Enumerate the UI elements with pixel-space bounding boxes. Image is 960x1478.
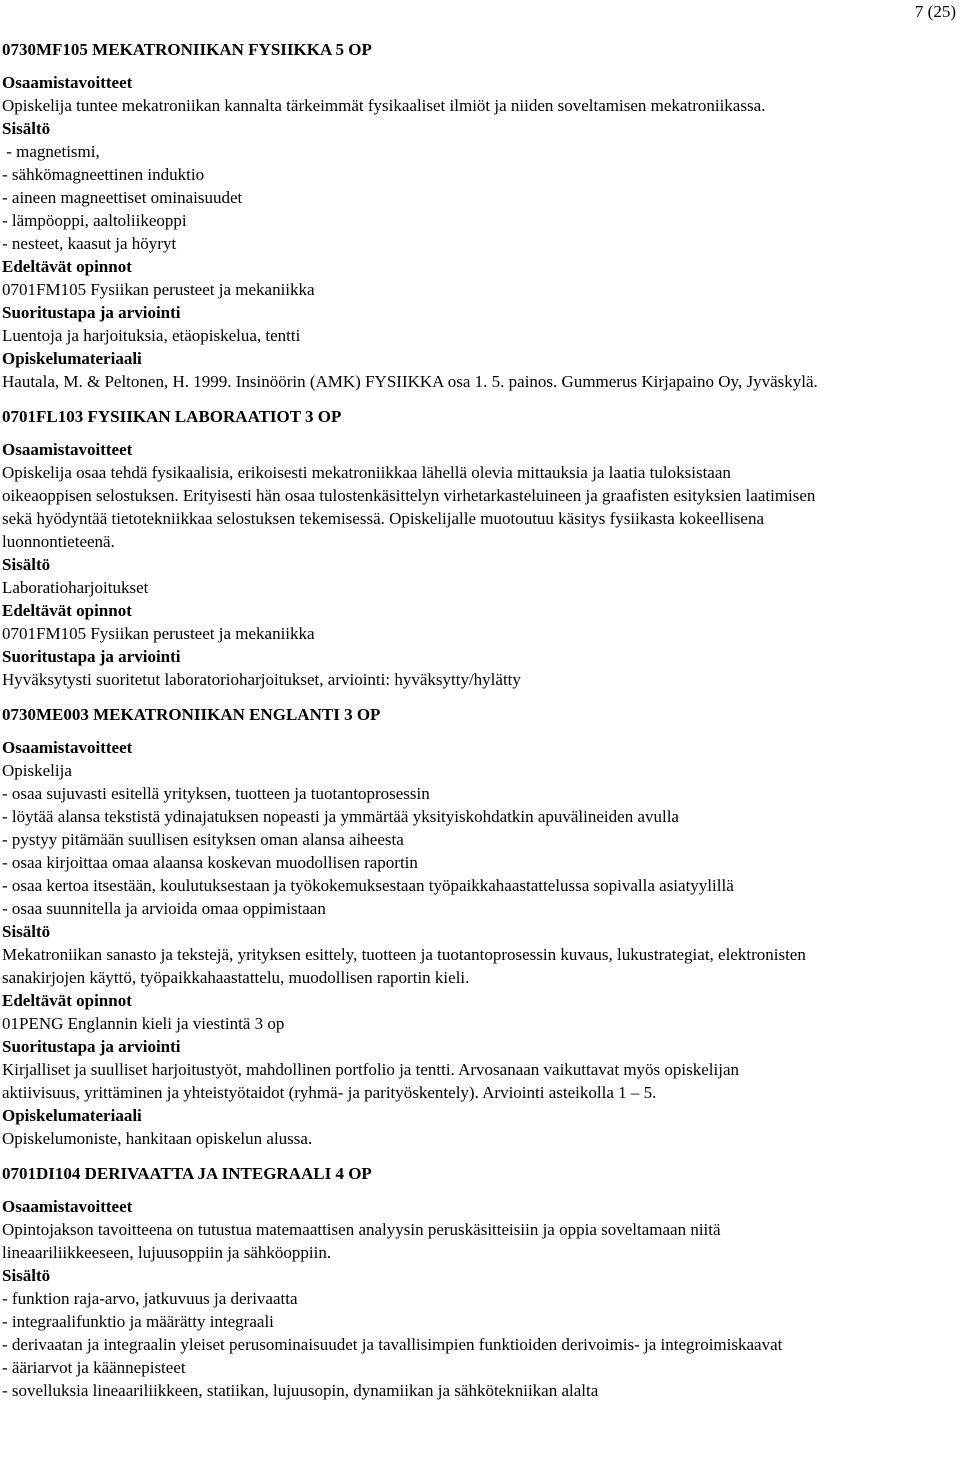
section-heading: Edeltävät opinnot bbox=[2, 257, 132, 276]
text-line: Laboratioharjoitukset bbox=[2, 578, 149, 597]
text-line: sanakirjojen käyttö, työpaikkahaastattelu, muodollisen raportin kieli. bbox=[2, 968, 470, 987]
list-item: - pystyy pitämään suullisen esityksen oman alansa aiheesta bbox=[2, 830, 404, 849]
list-item: - osaa suunnitella ja arvioida omaa oppimistaan bbox=[2, 899, 326, 918]
list-item: - nesteet, kaasut ja höyryt bbox=[2, 234, 177, 253]
section-heading: Sisältö bbox=[2, 922, 51, 941]
list-item: - osaa kirjoittaa omaa alaansa koskevan muodollisen raportin bbox=[2, 853, 418, 872]
section-heading: Sisältö bbox=[2, 119, 51, 138]
text-line: Opintojakson tavoitteena on tutustua matemaattisen analyysin peruskäsitteisiin ja oppia soveltamaan niitä bbox=[2, 1220, 721, 1239]
list-item: - osaa kertoa itsestään, koulutuksestaan ja työkokemuksestaan työpaikkahaastattelussa sopivalla asiatyylillä bbox=[2, 876, 734, 895]
course-section bbox=[2, 405, 956, 691]
course-title: 0730MF105 MEKATRONIIKAN FYSIIKKA 5 OP bbox=[2, 40, 372, 59]
list-item: - löytää alansa tekstistä ydinajatuksen nopeasti ja ymmärtää yksityiskohdatkin apuvälineiden avulla bbox=[2, 807, 679, 826]
text-line: 0701FM105 Fysiikan perusteet ja mekaniikka bbox=[2, 280, 315, 299]
section-heading: Opiskelumateriaali bbox=[2, 349, 142, 368]
list-item: - sovelluksia lineaariliikkeen, statiikan, lujuusopin, dynamiikan ja sähkötekniikan alalta bbox=[2, 1381, 599, 1400]
text-line: Hyväksytysti suoritetut laboratorioharjoitukset, arviointi: hyväksytty/hylätty bbox=[2, 670, 521, 689]
section-heading: Osaamistavoitteet bbox=[2, 440, 133, 459]
course-title: 0701FL103 FYSIIKAN LABORAATIOT 3 OP bbox=[2, 407, 342, 426]
text-line: Mekatroniikan sanasto ja tekstejä, yrityksen esittely, tuotteen ja tuotantoprosessin kuvaus, lukustrategiat, elektronisten bbox=[2, 945, 806, 964]
text-line: 0701FM105 Fysiikan perusteet ja mekaniikka bbox=[2, 624, 315, 643]
text-line: sekä hyödyntää tietotekniikkaa selostuksen tekemisessä. Opiskelijalle muotoutuu käsitys fysiikasta kokeellisena bbox=[2, 509, 765, 528]
course-title: 0730ME003 MEKATRONIIKAN ENGLANTI 3 OP bbox=[2, 705, 381, 724]
course-title: 0701DI104 DERIVAATTA JA INTEGRAALI 4 OP bbox=[2, 1164, 372, 1183]
list-item: - integraalifunktio ja määrätty integraali bbox=[2, 1312, 274, 1331]
section-heading: Suoritustapa ja arviointi bbox=[2, 647, 181, 666]
text-line: Luentoja ja harjoituksia, etäopiskelua, tentti bbox=[2, 326, 301, 345]
list-item: - derivaatan ja integraalin yleiset perusominaisuudet ja tavallisimpien funktioiden derivoimis- ja integroimiskaavat bbox=[2, 1335, 783, 1354]
section-heading: Sisältö bbox=[2, 555, 51, 574]
section-heading: Opiskelumateriaali bbox=[2, 1106, 142, 1125]
list-item: - magnetismi, bbox=[2, 142, 100, 161]
list-item: - lämpöoppi, aaltoliikeoppi bbox=[2, 211, 187, 230]
section-heading: Osaamistavoitteet bbox=[2, 1197, 133, 1216]
page-number: 7 (25) bbox=[914, 2, 956, 21]
course-section bbox=[2, 1162, 956, 1402]
list-item: - funktion raja-arvo, jatkuvuus ja derivaatta bbox=[2, 1289, 298, 1308]
text-line: luonnontieteenä. bbox=[2, 532, 115, 551]
course-section bbox=[2, 38, 956, 393]
section-heading: Edeltävät opinnot bbox=[2, 991, 132, 1010]
section-heading: Osaamistavoitteet bbox=[2, 738, 133, 757]
section-heading: Osaamistavoitteet bbox=[2, 73, 133, 92]
text-line: Kirjalliset ja suulliset harjoitustyöt, mahdollinen portfolio ja tentti. Arvosanaan vaikuttavat myös opiskelijan bbox=[2, 1060, 740, 1079]
section-heading: Edeltävät opinnot bbox=[2, 601, 132, 620]
text-line: Opiskelija osaa tehdä fysikaalisia, erikoisesti mekatroniikkaa lähellä olevia mittauksia ja laatia tuloksistaan bbox=[2, 463, 731, 482]
document-body bbox=[2, 38, 956, 1402]
section-heading: Suoritustapa ja arviointi bbox=[2, 303, 181, 322]
text-line: Opiskelija tuntee mekatroniikan kannalta tärkeimmät fysikaaliset ilmiöt ja niiden soveltamisen mekatroniikassa. bbox=[2, 96, 766, 115]
section-heading: Sisältö bbox=[2, 1266, 51, 1285]
text-line: Opiskelija bbox=[2, 761, 72, 780]
list-item: - osaa sujuvasti esitellä yrityksen, tuotteen ja tuotantoprosessin bbox=[2, 784, 430, 803]
course-section bbox=[2, 703, 956, 1150]
list-item: - sähkömagneettinen induktio bbox=[2, 165, 205, 184]
text-line: aktiivisuus, yrittäminen ja yhteistyötaidot (ryhmä- ja parityöskentely). Arviointi asteikolla 1 – 5. bbox=[2, 1083, 657, 1102]
list-item: - ääriarvot ja käännepisteet bbox=[2, 1358, 186, 1377]
text-line: oikeaoppisen selostuksen. Erityisesti hän osaa tulostenkäsittelyn virhetarkasteluineen ja graafisten esityksien laatimisen bbox=[2, 486, 816, 505]
text-line: Opiskelumoniste, hankitaan opiskelun alussa. bbox=[2, 1129, 313, 1148]
section-heading: Suoritustapa ja arviointi bbox=[2, 1037, 181, 1056]
list-item: - aineen magneettiset ominaisuudet bbox=[2, 188, 243, 207]
text-line: 01PENG Englannin kieli ja viestintä 3 op bbox=[2, 1014, 285, 1033]
text-line: Hautala, M. & Peltonen, H. 1999. Insinöörin (AMK) FYSIIKKA osa 1. 5. painos. Gummerus Kirjapaino Oy, Jyväskylä. bbox=[2, 372, 818, 391]
text-line: lineaariliikkeeseen, lujuusoppiin ja sähköoppiin. bbox=[2, 1243, 332, 1262]
